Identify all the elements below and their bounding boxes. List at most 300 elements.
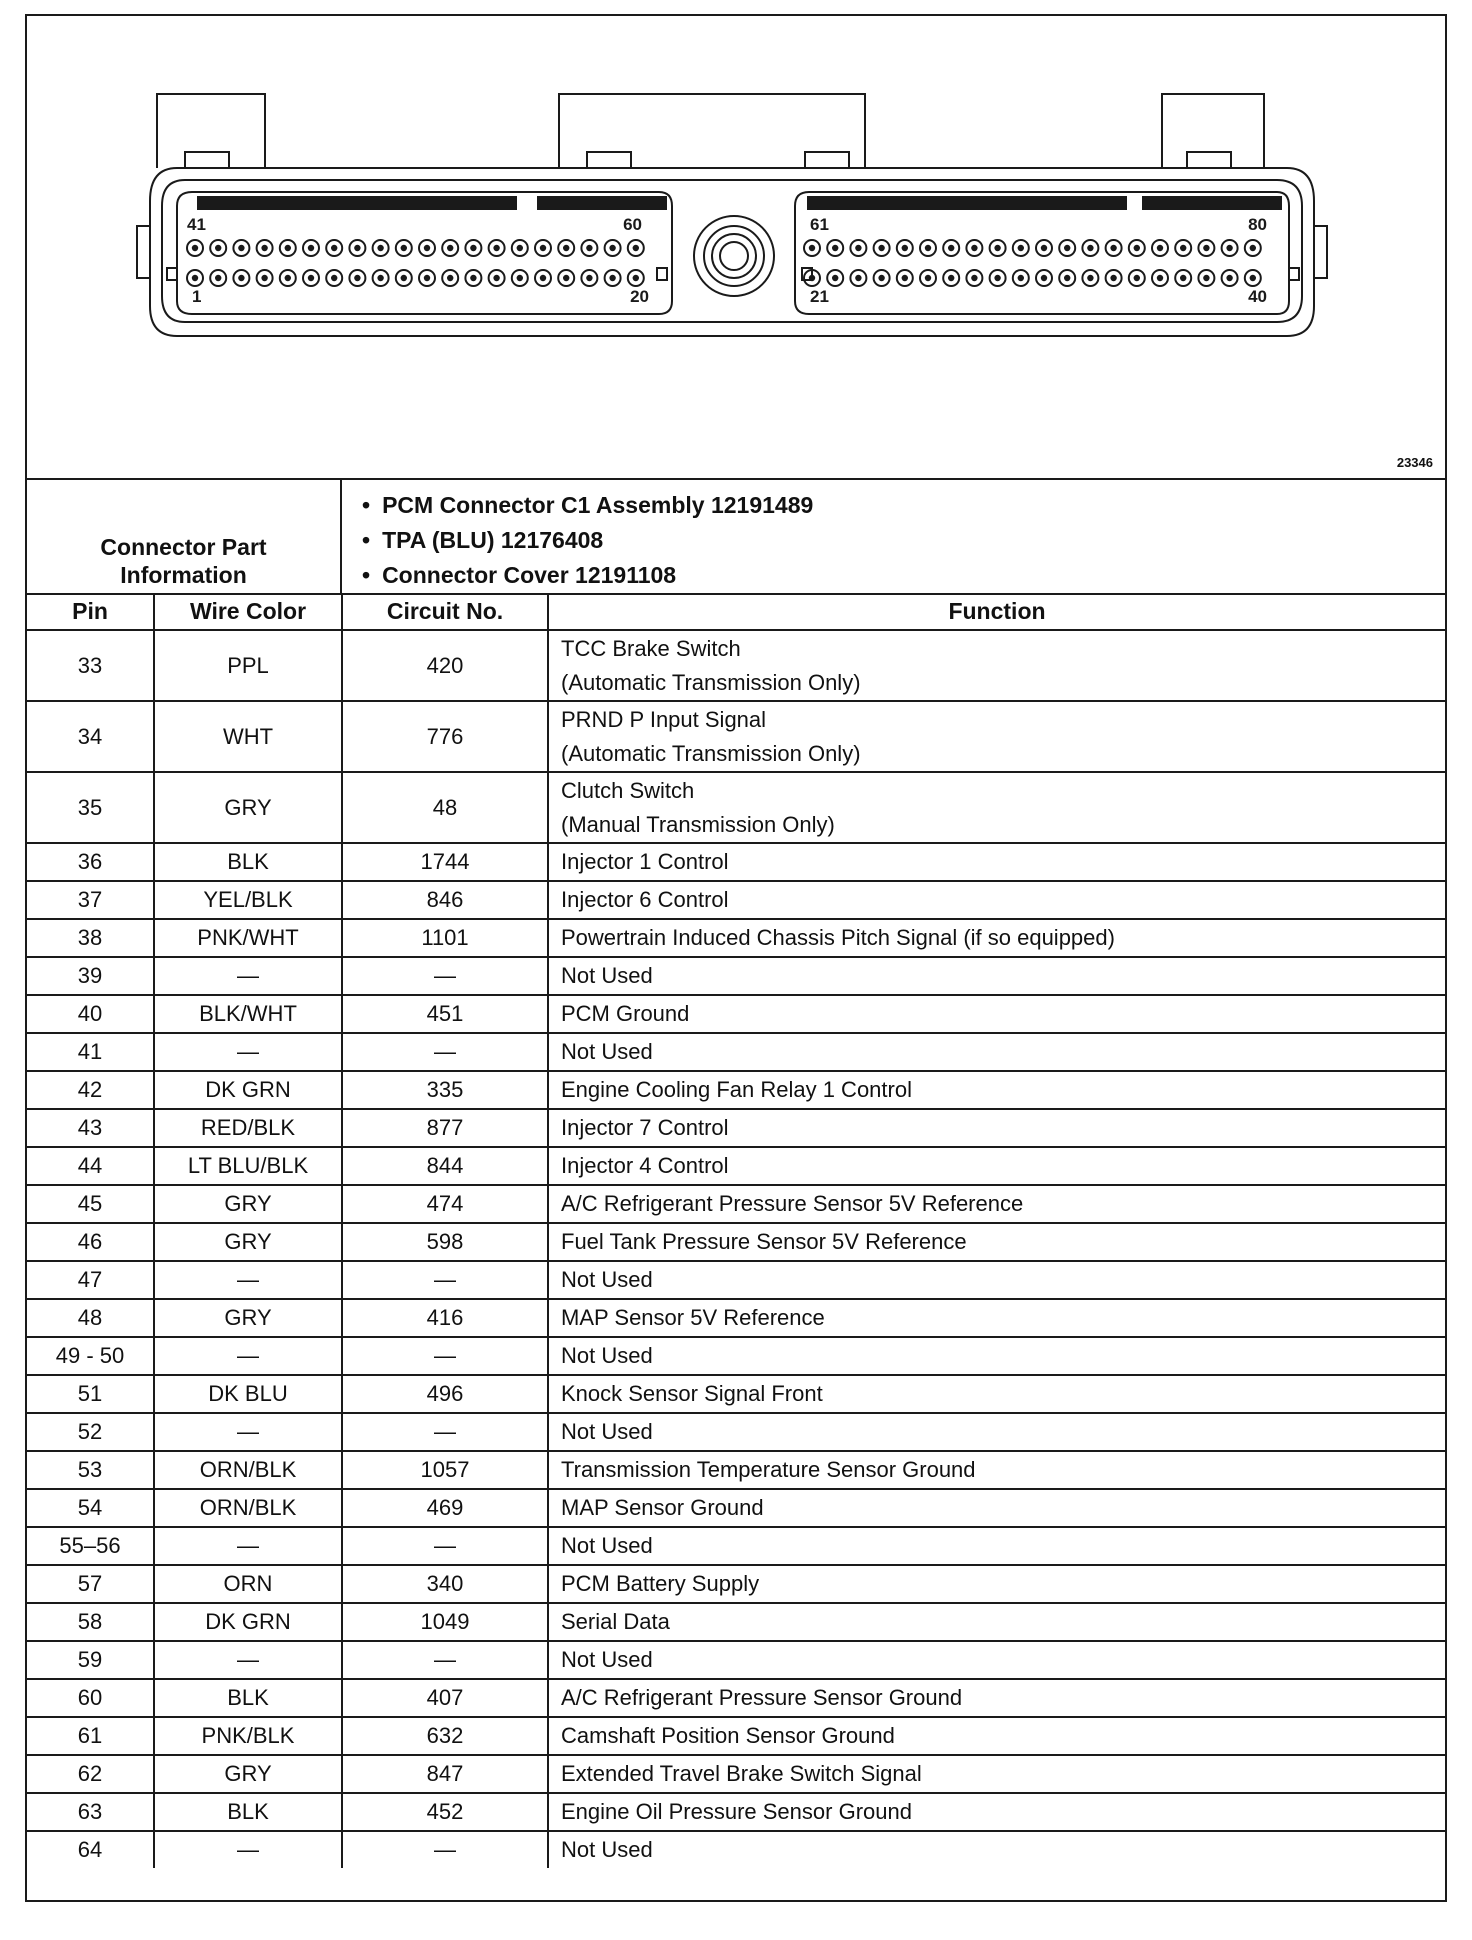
function-text: Clutch Switch (561, 777, 695, 803)
pin-hole-center (971, 245, 977, 251)
pin-hole-center (1134, 275, 1140, 281)
part-item: • Connector Cover 12191108 (362, 558, 813, 593)
pin-cell: 43 (27, 1109, 154, 1147)
function-cell (548, 1033, 1445, 1071)
pin-hole-center (285, 245, 291, 251)
function-cell (548, 843, 1445, 881)
pin-hole-center (586, 245, 592, 251)
function-cell (548, 1261, 1445, 1299)
pin-hole-center (855, 275, 861, 281)
circuit-cell: 844 (342, 1147, 548, 1185)
pin-hole-center (261, 275, 267, 281)
function-text: MAP Sensor 5V Reference (561, 1305, 825, 1330)
wire-color-cell: PPL (154, 630, 342, 701)
circuit-cell: 420 (342, 630, 548, 701)
function-cell (548, 1147, 1445, 1185)
function-text: Injector 7 Control (561, 1115, 729, 1140)
pin-rows (27, 630, 1445, 1868)
function-text: Not Used (561, 1533, 653, 1558)
connector-part-info-label-text: Connector Part Information (100, 534, 267, 588)
wire-color-cell: — (154, 1413, 342, 1451)
pin-hole-center (285, 275, 291, 281)
pin-cell: 33 (27, 630, 154, 701)
pin-cell: 48 (27, 1299, 154, 1337)
pin-hole-center (1203, 245, 1209, 251)
header-wire-color: Wire Color (154, 593, 342, 630)
pin-hole-center (948, 275, 954, 281)
function-cell (548, 1679, 1445, 1717)
left-latch-slot (185, 152, 229, 168)
right-pin-cavity (795, 192, 1289, 314)
function-text: Not Used (561, 1647, 653, 1672)
pin-hole-center (308, 275, 314, 281)
circuit-cell: 496 (342, 1375, 548, 1413)
pin-hole-center (238, 245, 244, 251)
function-text: Camshaft Position Sensor Ground (561, 1723, 895, 1748)
table-row (27, 1147, 1445, 1185)
table-row (27, 1831, 1445, 1868)
function-cell (548, 1831, 1445, 1868)
pin-hole-center (470, 245, 476, 251)
table-header-row (27, 593, 1445, 630)
part-item: • TPA (BLU) 12176408 (362, 523, 813, 558)
part-item: • PCM Connector C1 Assembly 12191489 (362, 488, 813, 523)
circuit-cell: — (342, 1831, 548, 1868)
pin-hole-center (832, 275, 838, 281)
connector-housing (150, 168, 1314, 336)
table-row (27, 630, 1445, 701)
function-cell (548, 1527, 1445, 1565)
pin-hole-center (633, 275, 639, 281)
circuit-cell: 776 (342, 701, 548, 772)
function-cell (548, 1223, 1445, 1261)
table-row (27, 1223, 1445, 1261)
pin-cell: 49 - 50 (27, 1337, 154, 1375)
table-row (27, 1261, 1445, 1299)
wire-color-cell: PNK/BLK (154, 1717, 342, 1755)
pin-cell: 63 (27, 1793, 154, 1831)
wire-color-cell: DK BLU (154, 1375, 342, 1413)
pin-cell: 59 (27, 1641, 154, 1679)
function-text: Not Used (561, 1343, 653, 1368)
pin-hole-center (902, 275, 908, 281)
pin-hole-center (493, 245, 499, 251)
table-row (27, 1071, 1445, 1109)
function-cell (548, 995, 1445, 1033)
table-row (27, 701, 1445, 772)
table-row (27, 1793, 1445, 1831)
pin-cell: 37 (27, 881, 154, 919)
pin-hole-center (586, 275, 592, 281)
circuit-cell: — (342, 1413, 548, 1451)
pin-hole-center (192, 275, 198, 281)
wire-color-cell: — (154, 1033, 342, 1071)
left-latch-tab (157, 94, 265, 168)
pin-cell: 35 (27, 772, 154, 843)
function-cell (548, 1375, 1445, 1413)
function-text: PCM Battery Supply (561, 1571, 760, 1596)
pin-cell: 39 (27, 957, 154, 995)
circuit-cell: — (342, 1033, 548, 1071)
circuit-cell: 416 (342, 1299, 548, 1337)
circuit-cell: 340 (342, 1565, 548, 1603)
pin-hole-center (809, 245, 815, 251)
wire-color-cell: — (154, 1527, 342, 1565)
wire-color-cell: — (154, 1641, 342, 1679)
pin-hole-center (331, 275, 337, 281)
function-cell (548, 1337, 1445, 1375)
pin-hole-center (1110, 275, 1116, 281)
function-cell (548, 1109, 1445, 1147)
right-bar-short (1142, 196, 1282, 210)
right-latch-slot (1187, 152, 1231, 168)
function-cell (548, 1755, 1445, 1793)
circuit-cell: — (342, 1527, 548, 1565)
function-note: (Automatic Transmission Only) (561, 669, 861, 695)
center-latch-slot-right (805, 152, 849, 168)
pin-cell: 58 (27, 1603, 154, 1641)
pin-hole-center (878, 275, 884, 281)
connector-sheet (25, 14, 1447, 1902)
pin-hole-center (994, 245, 1000, 251)
pin-hole-center (1226, 275, 1232, 281)
pin-cell: 47 (27, 1261, 154, 1299)
left-key (657, 268, 667, 280)
wire-color-cell: WHT (154, 701, 342, 772)
pin-hole-center (633, 245, 639, 251)
pin-cell: 57 (27, 1565, 154, 1603)
pin-cell: 62 (27, 1755, 154, 1793)
pin-label-60: 60 (623, 215, 642, 234)
pin-hole-center (563, 275, 569, 281)
table-row (27, 843, 1445, 881)
left-bar-short (537, 196, 667, 210)
wire-color-cell: ORN/BLK (154, 1451, 342, 1489)
wire-color-cell: — (154, 957, 342, 995)
pin-hole-center (447, 245, 453, 251)
wire-color-cell: ORN (154, 1565, 342, 1603)
circuit-cell: 877 (342, 1109, 548, 1147)
header-pin: Pin (27, 593, 154, 630)
pin-hole-center (215, 275, 221, 281)
circuit-cell: — (342, 957, 548, 995)
circuit-cell: 846 (342, 881, 548, 919)
function-text: Fuel Tank Pressure Sensor 5V Reference (561, 1229, 967, 1254)
function-cell (548, 701, 1445, 772)
pin-hole-center (609, 245, 615, 251)
pin-hole-center (809, 275, 815, 281)
function-cell (548, 630, 1445, 701)
pin-hole-center (902, 245, 908, 251)
function-text: Extended Travel Brake Switch Signal (561, 1761, 922, 1786)
pin-cell: 54 (27, 1489, 154, 1527)
table-row (27, 881, 1445, 919)
function-cell (548, 957, 1445, 995)
pin-hole-center (609, 275, 615, 281)
function-text: Injector 1 Control (561, 849, 729, 874)
pin-hole-center (1018, 275, 1024, 281)
pin-hole-center (1041, 275, 1047, 281)
wire-color-cell: BLK (154, 1793, 342, 1831)
pin-cell: 52 (27, 1413, 154, 1451)
pin-hole-center (1018, 245, 1024, 251)
wire-color-cell: — (154, 1337, 342, 1375)
wire-color-cell: RED/BLK (154, 1109, 342, 1147)
pin-cell: 60 (27, 1679, 154, 1717)
wire-color-cell: GRY (154, 1755, 342, 1793)
pin-hole-center (354, 275, 360, 281)
pin-hole-center (192, 245, 198, 251)
table-row (27, 1451, 1445, 1489)
function-text: MAP Sensor Ground (561, 1495, 764, 1520)
circuit-cell: — (342, 1337, 548, 1375)
pin-cell: 55–56 (27, 1527, 154, 1565)
pin-cell: 40 (27, 995, 154, 1033)
right-bar-long (807, 196, 1127, 210)
wire-color-cell: BLK (154, 1679, 342, 1717)
pin-hole-center (401, 275, 407, 281)
table-row (27, 1375, 1445, 1413)
wire-color-cell: PNK/WHT (154, 919, 342, 957)
function-text: Engine Oil Pressure Sensor Ground (561, 1799, 912, 1824)
connector-illustration (27, 16, 1445, 478)
pin-hole-center (1134, 245, 1140, 251)
left-pin-cavity (177, 192, 672, 314)
pin-label-40: 40 (1248, 287, 1267, 306)
pin-hole-center (1064, 275, 1070, 281)
pin-hole-center (447, 275, 453, 281)
wire-color-cell: BLK (154, 843, 342, 881)
wire-color-cell: GRY (154, 772, 342, 843)
pin-cell: 61 (27, 1717, 154, 1755)
pin-hole-center (1226, 245, 1232, 251)
circuit-cell: 451 (342, 995, 548, 1033)
pin-hole-center (925, 275, 931, 281)
function-cell (548, 881, 1445, 919)
connector-figure (27, 16, 1445, 480)
pin-cell: 53 (27, 1451, 154, 1489)
left-side-clip (137, 226, 150, 278)
function-cell (548, 1489, 1445, 1527)
pin-hole-center (948, 245, 954, 251)
pin-hole-center (540, 275, 546, 281)
pin-hole-center (1250, 275, 1256, 281)
circuit-cell: — (342, 1261, 548, 1299)
wire-color-cell: GRY (154, 1299, 342, 1337)
pin-hole-center (925, 245, 931, 251)
function-cell (548, 1185, 1445, 1223)
pin-hole-center (1250, 245, 1256, 251)
table-row (27, 1489, 1445, 1527)
table-row (27, 1527, 1445, 1565)
header-function: Function (548, 593, 1445, 630)
function-text: Injector 6 Control (561, 887, 729, 912)
function-text: PCM Ground (561, 1001, 690, 1026)
pin-hole-center (1064, 245, 1070, 251)
pin-hole-center (424, 245, 430, 251)
pin-cell: 34 (27, 701, 154, 772)
function-note: (Manual Transmission Only) (561, 811, 835, 837)
function-text: Not Used (561, 1837, 653, 1862)
center-bolt-outer (694, 216, 774, 296)
left-bar-long (197, 196, 517, 210)
function-text: A/C Refrigerant Pressure Sensor 5V Reference (561, 1191, 1024, 1216)
circuit-cell: 1049 (342, 1603, 548, 1641)
pin-cell: 36 (27, 843, 154, 881)
function-cell (548, 1793, 1445, 1831)
connector-part-info (27, 478, 1445, 595)
pin-hole-center (1157, 275, 1163, 281)
table-row (27, 1337, 1445, 1375)
circuit-cell: 48 (342, 772, 548, 843)
function-text: Powertrain Induced Chassis Pitch Signal (if so equipped) (561, 925, 1115, 950)
pin-hole-center (994, 275, 1000, 281)
circuit-cell: 335 (342, 1071, 548, 1109)
circuit-cell: 1101 (342, 919, 548, 957)
pin-hole-center (563, 245, 569, 251)
pin-label-20: 20 (630, 287, 649, 306)
wire-color-cell: — (154, 1831, 342, 1868)
wire-color-cell: GRY (154, 1185, 342, 1223)
pin-cell: 42 (27, 1071, 154, 1109)
center-latch-slot-left (587, 152, 631, 168)
pin-cell: 44 (27, 1147, 154, 1185)
circuit-cell: 474 (342, 1185, 548, 1223)
function-cell (548, 919, 1445, 957)
pin-cell: 64 (27, 1831, 154, 1868)
pin-hole-center (878, 245, 884, 251)
pin-hole-center (354, 245, 360, 251)
function-text: Not Used (561, 1267, 653, 1292)
function-cell (548, 1071, 1445, 1109)
center-latch-tab (559, 94, 865, 168)
pin-hole-center (308, 245, 314, 251)
pin-hole-center (832, 245, 838, 251)
pin-cell: 51 (27, 1375, 154, 1413)
wire-color-cell: ORN/BLK (154, 1489, 342, 1527)
pin-hole-center (517, 245, 523, 251)
pin-label-1: 1 (192, 287, 202, 306)
table-row (27, 1299, 1445, 1337)
circuit-cell: 1057 (342, 1451, 548, 1489)
circuit-cell: 1744 (342, 843, 548, 881)
wire-color-cell: BLK/WHT (154, 995, 342, 1033)
pin-hole-center (1087, 275, 1093, 281)
pin-hole-center (493, 275, 499, 281)
pin-hole-center (971, 275, 977, 281)
function-text: Serial Data (561, 1609, 670, 1634)
function-cell (548, 1413, 1445, 1451)
pin-cell: 38 (27, 919, 154, 957)
table-row (27, 1185, 1445, 1223)
pin-hole-center (424, 275, 430, 281)
pin-label-21: 21 (810, 287, 829, 306)
pin-table (27, 593, 1445, 1868)
wire-color-cell: DK GRN (154, 1603, 342, 1641)
pin-label-61: 61 (810, 215, 829, 234)
pin-hole-center (1110, 245, 1116, 251)
function-text: Engine Cooling Fan Relay 1 Control (561, 1077, 912, 1102)
pin-hole-center (1041, 245, 1047, 251)
wire-color-cell: GRY (154, 1223, 342, 1261)
table-row (27, 1413, 1445, 1451)
pin-label-80: 80 (1248, 215, 1267, 234)
wire-color-cell: LT BLU/BLK (154, 1147, 342, 1185)
table-row (27, 1565, 1445, 1603)
circuit-cell: 632 (342, 1717, 548, 1755)
function-text: Not Used (561, 1419, 653, 1444)
function-cell (548, 1641, 1445, 1679)
function-cell (548, 1603, 1445, 1641)
table-row (27, 1717, 1445, 1755)
right-side-clip (1314, 226, 1327, 278)
pin-hole-center (470, 275, 476, 281)
pin-cell: 45 (27, 1185, 154, 1223)
pin-cell: 41 (27, 1033, 154, 1071)
pin-hole-center (401, 245, 407, 251)
table-row (27, 772, 1445, 843)
circuit-cell: 469 (342, 1489, 548, 1527)
function-text: PRND P Input Signal (561, 706, 767, 732)
wire-color-cell: DK GRN (154, 1071, 342, 1109)
function-text: A/C Refrigerant Pressure Sensor Ground (561, 1685, 963, 1710)
function-cell (548, 1299, 1445, 1337)
pin-hole-center (1157, 245, 1163, 251)
function-cell (548, 1717, 1445, 1755)
function-cell (548, 1565, 1445, 1603)
circuit-cell: 407 (342, 1679, 548, 1717)
pin-hole-center (331, 245, 337, 251)
function-text: TCC Brake Switch (561, 635, 741, 661)
connector-part-list (362, 488, 813, 593)
pin-hole-center (377, 245, 383, 251)
pin-hole-center (1087, 245, 1093, 251)
function-cell (548, 772, 1445, 843)
wire-color-cell: — (154, 1261, 342, 1299)
table-row (27, 1603, 1445, 1641)
table-row (27, 1109, 1445, 1147)
circuit-cell: 847 (342, 1755, 548, 1793)
table-row (27, 1679, 1445, 1717)
table-row (27, 995, 1445, 1033)
table-row (27, 919, 1445, 957)
function-text: Knock Sensor Signal Front (561, 1381, 823, 1406)
header-circuit-no: Circuit No. (342, 593, 548, 630)
table-row (27, 1033, 1445, 1071)
connector-part-info-label (27, 478, 342, 593)
pin-hole-center (517, 275, 523, 281)
pin-hole-center (377, 275, 383, 281)
pin-hole-center (540, 245, 546, 251)
pin-label-41: 41 (187, 215, 206, 234)
right-latch-tab (1162, 94, 1264, 168)
pin-hole-center (238, 275, 244, 281)
function-text: Not Used (561, 963, 653, 988)
function-text: Injector 4 Control (561, 1153, 729, 1178)
circuit-cell: 598 (342, 1223, 548, 1261)
pin-hole-center (855, 245, 861, 251)
function-note: (Automatic Transmission Only) (561, 740, 861, 766)
wire-color-cell: YEL/BLK (154, 881, 342, 919)
pin-hole-center (261, 245, 267, 251)
table-row (27, 957, 1445, 995)
function-text: Transmission Temperature Sensor Ground (561, 1457, 976, 1482)
pin-hole-center (1180, 275, 1186, 281)
figure-number: 23346 (1396, 455, 1433, 470)
pin-hole-center (215, 245, 221, 251)
function-cell (548, 1451, 1445, 1489)
circuit-cell: 452 (342, 1793, 548, 1831)
